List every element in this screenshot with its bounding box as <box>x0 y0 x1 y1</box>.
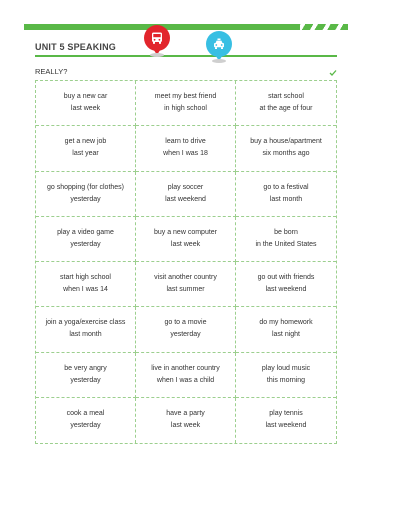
unit-title: UNIT 5 SPEAKING <box>35 42 117 52</box>
card <box>36 81 136 126</box>
card-activity: go to a movie <box>164 319 207 327</box>
card <box>36 353 136 398</box>
card-activity: play a video game <box>57 228 114 236</box>
card-time: last summer <box>166 286 205 294</box>
card-activity: live in another country <box>151 364 220 372</box>
card-time: last night <box>271 331 301 339</box>
bus-icon <box>150 31 164 45</box>
section-subtitle: REALLY? <box>35 67 68 76</box>
corner-check-icon <box>329 69 337 77</box>
card-time: last week <box>170 422 201 430</box>
card-activity: play soccer <box>167 183 204 191</box>
card-activity: go shopping (for clothes) <box>46 183 125 191</box>
card <box>236 172 336 217</box>
card-time: last weekend <box>265 422 307 430</box>
card-time: last year <box>72 150 99 158</box>
card <box>136 262 236 307</box>
card-activity: go to a festival <box>263 183 309 191</box>
card-time: at the age of four <box>259 105 313 113</box>
card <box>36 398 136 443</box>
card-activity: cook a meal <box>66 410 105 418</box>
card-time: yesterday <box>70 422 101 430</box>
card-time: last weekend <box>265 286 307 294</box>
card-time: yesterday <box>70 195 101 203</box>
bus-pin-shadow <box>150 53 164 57</box>
card-activity: play tennis <box>269 410 303 418</box>
taxi-icon <box>212 37 226 51</box>
card <box>36 172 136 217</box>
card <box>36 126 136 171</box>
card-time: last month <box>69 331 102 339</box>
card-time: last weekend <box>165 195 206 203</box>
card-activity: do my homework <box>259 319 313 327</box>
card <box>136 172 236 217</box>
card <box>236 126 336 171</box>
card <box>236 353 336 398</box>
card-time: six months ago <box>262 150 310 158</box>
card-time: when I was 18 <box>163 150 208 158</box>
card <box>136 398 236 443</box>
card-time: last week <box>70 105 101 113</box>
card-activity: play loud music <box>261 364 311 372</box>
card-activity: be born <box>274 228 298 236</box>
card-activity: learn to drive <box>165 138 206 146</box>
card-time: in the United States <box>255 240 317 248</box>
card-activity: buy a house/apartment <box>250 138 322 146</box>
card-time: yesterday <box>70 240 101 248</box>
card-activity: start school <box>268 93 304 101</box>
card-activity: go out with friends <box>257 274 315 282</box>
card-time: last month <box>269 195 303 203</box>
card <box>236 307 336 352</box>
card <box>136 307 236 352</box>
card <box>36 217 136 262</box>
card-grid <box>35 80 337 444</box>
card <box>136 217 236 262</box>
card-time: when I was a child <box>156 376 215 384</box>
card <box>36 262 136 307</box>
title-rule <box>35 55 337 57</box>
card-activity: start high school <box>60 274 111 282</box>
card-time: yesterday <box>70 376 101 384</box>
card-activity: join a yoga/exercise class <box>45 319 126 327</box>
card-activity: have a party <box>166 410 205 418</box>
taxi-pin <box>206 31 232 57</box>
card-time: yesterday <box>170 331 201 339</box>
taxi-pin-shadow <box>212 59 226 63</box>
card-activity: be very angry <box>64 364 107 372</box>
card-time: last week <box>170 240 201 248</box>
card <box>236 262 336 307</box>
header-stripe-dashes <box>300 24 348 30</box>
card-time: in high school <box>164 105 207 113</box>
card <box>236 81 336 126</box>
card-activity: get a new job <box>64 138 107 146</box>
card-activity: buy a new car <box>63 93 108 101</box>
card <box>136 126 236 171</box>
card <box>136 353 236 398</box>
card <box>36 307 136 352</box>
card <box>236 398 336 443</box>
card-activity: visit another country <box>154 274 217 282</box>
card <box>236 217 336 262</box>
bus-pin <box>144 25 170 51</box>
card-time: this morning <box>266 376 306 384</box>
card <box>136 81 236 126</box>
card-activity: buy a new computer <box>153 228 218 236</box>
card-activity: meet my best friend <box>154 93 217 101</box>
card-time: when I was 14 <box>63 286 108 294</box>
